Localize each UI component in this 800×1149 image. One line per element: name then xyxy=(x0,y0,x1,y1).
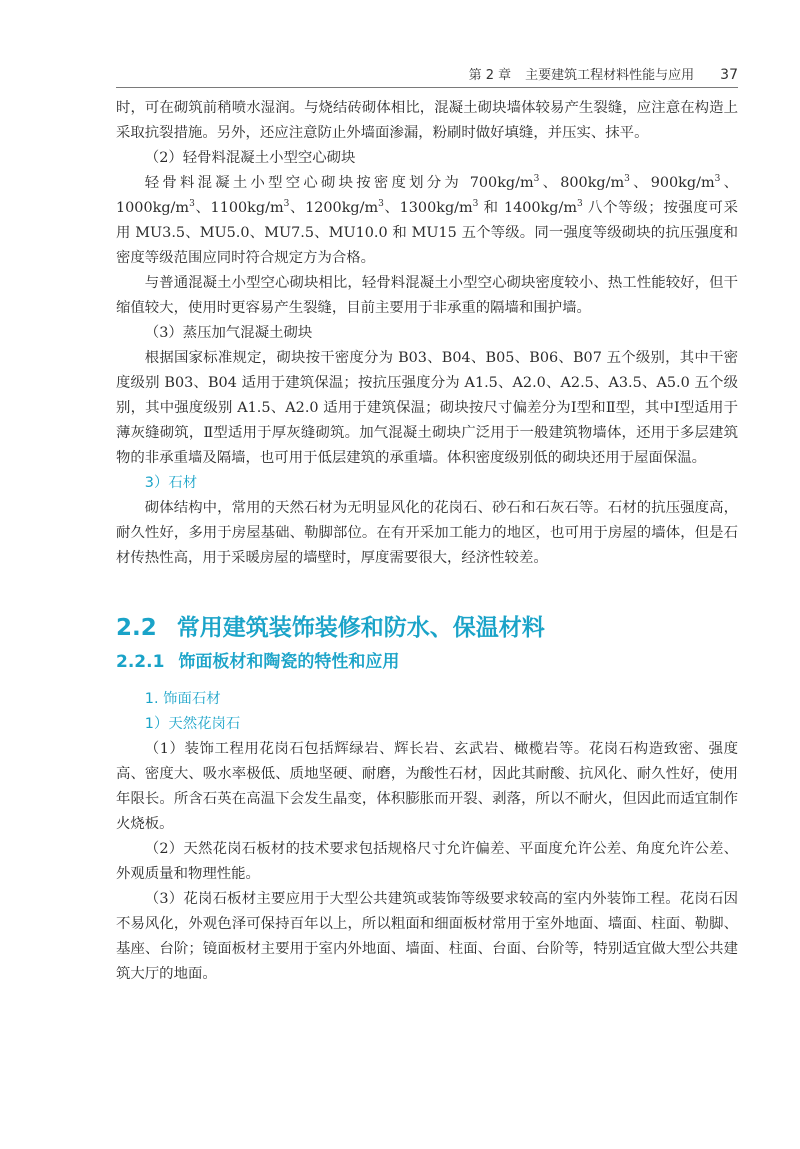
section-number: 2.2 xyxy=(116,615,157,641)
superscript: 3 xyxy=(533,174,540,185)
paragraph-continuation: 时，可在砌筑前稍喷水湿润。与烧结砖砌体相比，混凝土砌块墙体较易产生裂缝，应注意在构造上采取抗裂措施。另外，还应注意防止外墙面渗漏，粉刷时做好填缝，并压实、抹平。 xyxy=(116,100,738,141)
superscript: 3 xyxy=(472,199,479,210)
text-run: 、800kg/m xyxy=(539,175,625,191)
paragraph-granite-3: （3）花岗石板材主要应用于大型公共建筑或装饰等级要求较高的室内外装饰工程。花岗石因不易风化，外观色泽可保持百年以上，所以粗面和细面板材常用于室外地面、墙面、柱面、勒脚、基座、台阶；镜面板材主要用于室内外地面、墙面、柱面、台面、台阶等，特别适宜做大型公共建筑大厅的地面。 xyxy=(116,891,738,982)
paragraph-aerated-block: 根据国家标准规定，砌块按干密度分为 B03、B04、B05、B06、B07 五个级别，其中干密度级别 B03、B04 适用于建筑保温；按抗压强度分为 A1.5、A2.0、A2.5、A3.5、A5.0 五个级别，其中强度级别 A1.5、A2.0 适用于建筑保温；砌块按尺寸偏差分为Ⅰ型和Ⅱ型，其中Ⅰ型适用于薄灰缝砌筑，Ⅱ型适用于厚灰缝砌筑。加气混凝土砌块广泛用于一般建筑物墙体，还用于多层建筑物的非承重墙及隔墙，也可用于低层建筑的承重墙。体积密度级别低的砌块还用于屋面保温。 xyxy=(116,350,738,466)
superscript: 3 xyxy=(189,199,195,210)
subsection-number: 2.2.1 xyxy=(116,652,165,672)
chapter-title: 主要建筑工程材料性能与应用 xyxy=(525,68,695,83)
page-number: 37 xyxy=(720,67,738,83)
text-run: 、1000kg/m xyxy=(116,175,738,216)
running-header xyxy=(116,58,738,88)
superscript: 3 xyxy=(714,174,721,185)
text-run: 八个等级；按强度可采用 MU3.5、MU5.0、MU7.5、MU10.0 和 MU15 五个等级。同一强度等级砌块的抗压强度和密度等级范围应同时符合规定方为合格。 xyxy=(116,200,738,266)
section-heading-2-2-1 xyxy=(116,647,738,677)
subsection-title-granite: 1）天然花岗石 xyxy=(144,716,241,732)
subsection-title-stone: 3）石材 xyxy=(144,475,198,491)
page-body xyxy=(116,96,738,987)
text-run: 、1100kg/m xyxy=(194,200,284,216)
superscript: 3 xyxy=(624,174,630,185)
paragraph-density-grades xyxy=(116,171,738,271)
subsection-title-lightweight-block: （2）轻骨料混凝土小型空心砌块 xyxy=(144,150,356,166)
paragraph-granite-1: （1）装饰工程用花岗石包括辉绿岩、辉长岩、玄武岩、橄榄岩等。花岗石构造致密、强度高、密度大、吸水率极低、质地坚硬、耐磨，为酸性石材，因此其耐酸、抗风化、耐久性好，使用年限长。所含石英在高温下会发生晶变，体积膨胀而开裂、剥落，所以不耐火，但因此而适宜制作火烧板。 xyxy=(116,741,738,832)
superscript: 3 xyxy=(283,199,290,210)
subsection-title: 饰面板材和陶瓷的特性和应用 xyxy=(178,652,400,672)
superscript: 3 xyxy=(577,199,583,210)
text-run: 和 1400kg/m xyxy=(478,200,578,216)
text-run: 、1300kg/m xyxy=(383,200,473,216)
text-run: 、1200kg/m xyxy=(289,200,379,216)
paragraph-stone: 砌体结构中，常用的天然石材为无明显风化的花岗石、砂石和石灰石等。石材的抗压强度高，耐久性好，多用于房屋基础、勒脚部位。在有开采加工能力的地区，也可用于房屋的墙体，但是石材传热性高，用于采暖房屋的墙壁时，厚度需要很大，经济性较差。 xyxy=(116,500,738,566)
paragraph-granite-2: （2）天然花岗石板材的技术要求包括规格尺寸允许偏差、平面度允许公差、角度允许公差、外观质量和物理性能。 xyxy=(116,841,738,882)
subsection-title-aerated-block: （3）蒸压加气混凝土砌块 xyxy=(144,325,313,341)
subsection-title-facing-stone: 1. 饰面石材 xyxy=(144,691,221,707)
text-run: 、900kg/m xyxy=(629,175,715,191)
paragraph-comparison: 与普通混凝土小型空心砌块相比，轻骨料混凝土小型空心砌块密度较小、热工性能较好，但干缩值较大，使用时更容易产生裂缝，目前主要用于非承重的隔墙和围护墙。 xyxy=(116,275,738,316)
section-heading-2-2 xyxy=(116,611,738,645)
section-title: 常用建筑装饰装修和防水、保温材料 xyxy=(176,615,545,641)
text-run: 轻骨料混凝土小型空心砌块按密度划分为 700kg/m xyxy=(144,175,534,191)
chapter-label: 第 2 章 xyxy=(468,68,512,83)
superscript: 3 xyxy=(378,199,384,210)
